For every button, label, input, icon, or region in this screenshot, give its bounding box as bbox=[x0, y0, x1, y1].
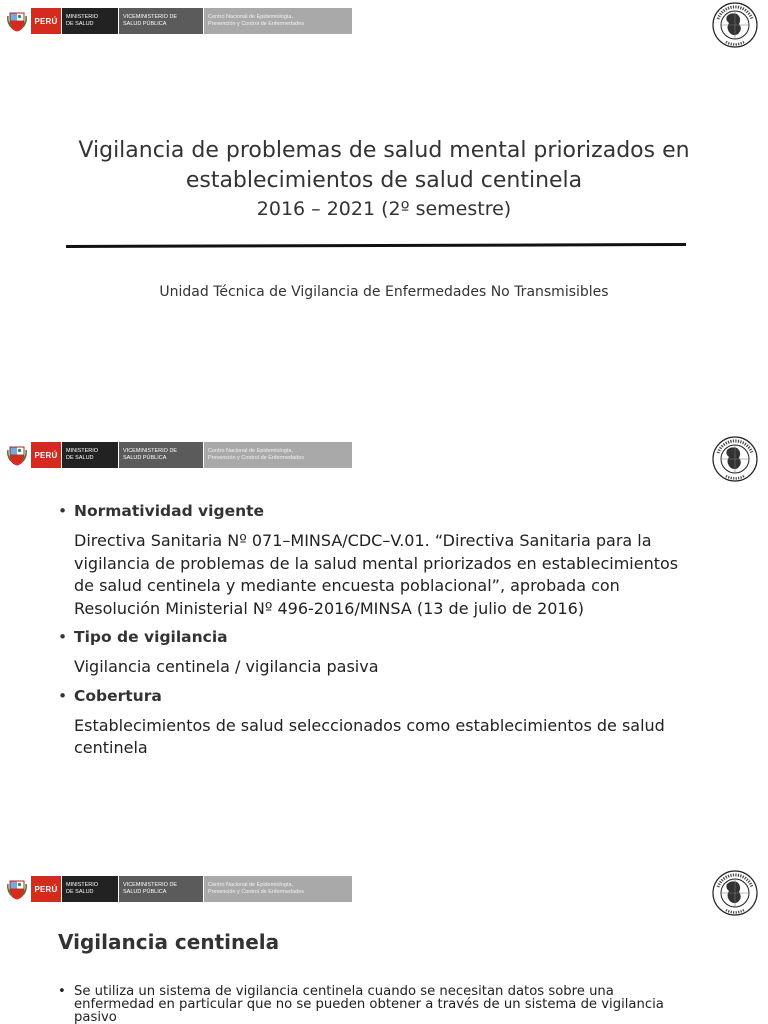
peru-coat-of-arms-icon bbox=[6, 442, 28, 468]
ministry-label-line1: MINISTERIO bbox=[66, 882, 99, 888]
center-label-line1: Centro Nacional de Epidemiología, bbox=[208, 882, 293, 888]
center-label bbox=[203, 876, 352, 902]
section-heading-surveillance-type bbox=[58, 628, 718, 646]
ministry-banner bbox=[6, 8, 352, 34]
regulation-text-line: Resolución Ministerial Nº 496-2016/MINSA (13 de julio de 2016) bbox=[74, 598, 585, 618]
section-heading-label: Cobertura bbox=[74, 686, 162, 705]
ministry-label-line1: MINISTERIO bbox=[66, 448, 99, 454]
ministry-label bbox=[61, 442, 118, 468]
center-label-line1: Centro Nacional de Epidemiología, bbox=[208, 14, 293, 20]
epidemiology-network-seal-icon bbox=[712, 436, 758, 482]
vice-ministry-label bbox=[118, 442, 203, 468]
ministry-label bbox=[61, 876, 118, 902]
center-label-line1: Centro Nacional de Epidemiología, bbox=[208, 448, 293, 454]
report-title-line2: establecimientos de salud centinela bbox=[185, 168, 583, 193]
slide-regulations bbox=[0, 430, 768, 860]
vice-ministry-label-line1: VICEMINISTERIO DE bbox=[123, 14, 178, 20]
coverage-text bbox=[74, 715, 718, 760]
vice-ministry-label-line1: VICEMINISTERIO DE bbox=[123, 448, 178, 454]
epidemiology-network-seal-icon bbox=[712, 2, 758, 48]
coverage-text-line: centinela bbox=[74, 738, 148, 757]
peru-coat-of-arms-icon bbox=[6, 8, 28, 34]
report-title bbox=[0, 136, 768, 222]
vice-ministry-label-line2: SALUD PÚBLICA bbox=[123, 21, 167, 27]
center-label-line2: Prevención y Control de Enfermedades bbox=[208, 889, 304, 895]
ministry-label-line2: DE SALUD bbox=[66, 889, 94, 895]
section-title: Vigilancia centinela bbox=[58, 930, 280, 954]
center-label bbox=[203, 8, 352, 34]
ministry-banner bbox=[6, 442, 352, 468]
epidemiology-network-seal-icon bbox=[712, 870, 758, 916]
section-heading-regulation bbox=[58, 502, 718, 520]
sentinel-bullet bbox=[58, 985, 710, 1024]
ministry-label bbox=[61, 8, 118, 34]
coverage-text-line: Establecimientos de salud seleccionados como establecimientos de salud bbox=[74, 715, 665, 735]
bullet-icon: • bbox=[58, 502, 68, 520]
center-label bbox=[203, 442, 352, 468]
sentinel-bullet-line: pasivo bbox=[74, 1010, 117, 1024]
section-heading-label: Tipo de vigilancia bbox=[74, 628, 228, 646]
ministry-banner bbox=[6, 876, 352, 902]
title-divider bbox=[66, 243, 686, 248]
bullet-icon: • bbox=[58, 984, 66, 999]
regulation-text-line: Directiva Sanitaria Nº 071–MINSA/CDC–V.01. “Directiva Sanitaria para la bbox=[74, 531, 652, 550]
report-title-line1: Vigilancia de problemas de salud mental priorizados en bbox=[78, 138, 690, 163]
surveillance-type-text bbox=[74, 656, 718, 679]
regulation-text-line: de salud centinela y mediante encuesta poblacional”, aprobada con bbox=[74, 576, 620, 595]
peru-label: PERÚ bbox=[31, 876, 61, 902]
vice-ministry-label-line1: VICEMINISTERIO DE bbox=[123, 882, 178, 888]
vice-ministry-label bbox=[118, 8, 203, 34]
vice-ministry-label bbox=[118, 876, 203, 902]
sentinel-bullet-line: enfermedad en particular que no se pueden obtener a través de un sistema de vigilancia bbox=[74, 997, 664, 1012]
center-label-line2: Prevención y Control de Enfermedades bbox=[208, 455, 304, 461]
peru-label: PERÚ bbox=[31, 8, 61, 34]
regulation-text bbox=[74, 530, 718, 620]
peru-coat-of-arms-icon bbox=[6, 876, 28, 902]
section-heading-label: Normatividad vigente bbox=[74, 502, 265, 520]
center-label-line2: Prevención y Control de Enfermedades bbox=[208, 21, 304, 27]
ministry-label-line2: DE SALUD bbox=[66, 21, 94, 27]
unit-name: Unidad Técnica de Vigilancia de Enfermedades No Transmisibles bbox=[159, 284, 609, 300]
sentinel-bullet-line: Se utiliza un sistema de vigilancia centinela cuando se necesitan datos sobre una bbox=[74, 984, 614, 999]
section-heading-coverage bbox=[58, 687, 718, 705]
sentinel-bullet-text bbox=[74, 985, 664, 1024]
vice-ministry-label-line2: SALUD PÚBLICA bbox=[123, 455, 167, 461]
vice-ministry-label-line2: SALUD PÚBLICA bbox=[123, 889, 167, 895]
regulations-content bbox=[58, 502, 718, 768]
ministry-label-line2: DE SALUD bbox=[66, 455, 94, 461]
regulation-text-line: vigilancia de problemas de la salud mental priorizados en establecimientos bbox=[74, 553, 679, 573]
report-years: 2016 – 2021 (2º semestre) bbox=[256, 198, 512, 220]
ministry-label-line1: MINISTERIO bbox=[66, 14, 99, 20]
bullet-icon: • bbox=[58, 628, 68, 646]
peru-label: PERÚ bbox=[31, 442, 61, 468]
bullet-icon: • bbox=[58, 686, 68, 705]
slide-sentinel-surveillance bbox=[0, 864, 768, 1024]
slide-title bbox=[0, 0, 768, 430]
surveillance-type-text-line: Vigilancia centinela / vigilancia pasiva bbox=[74, 657, 379, 676]
